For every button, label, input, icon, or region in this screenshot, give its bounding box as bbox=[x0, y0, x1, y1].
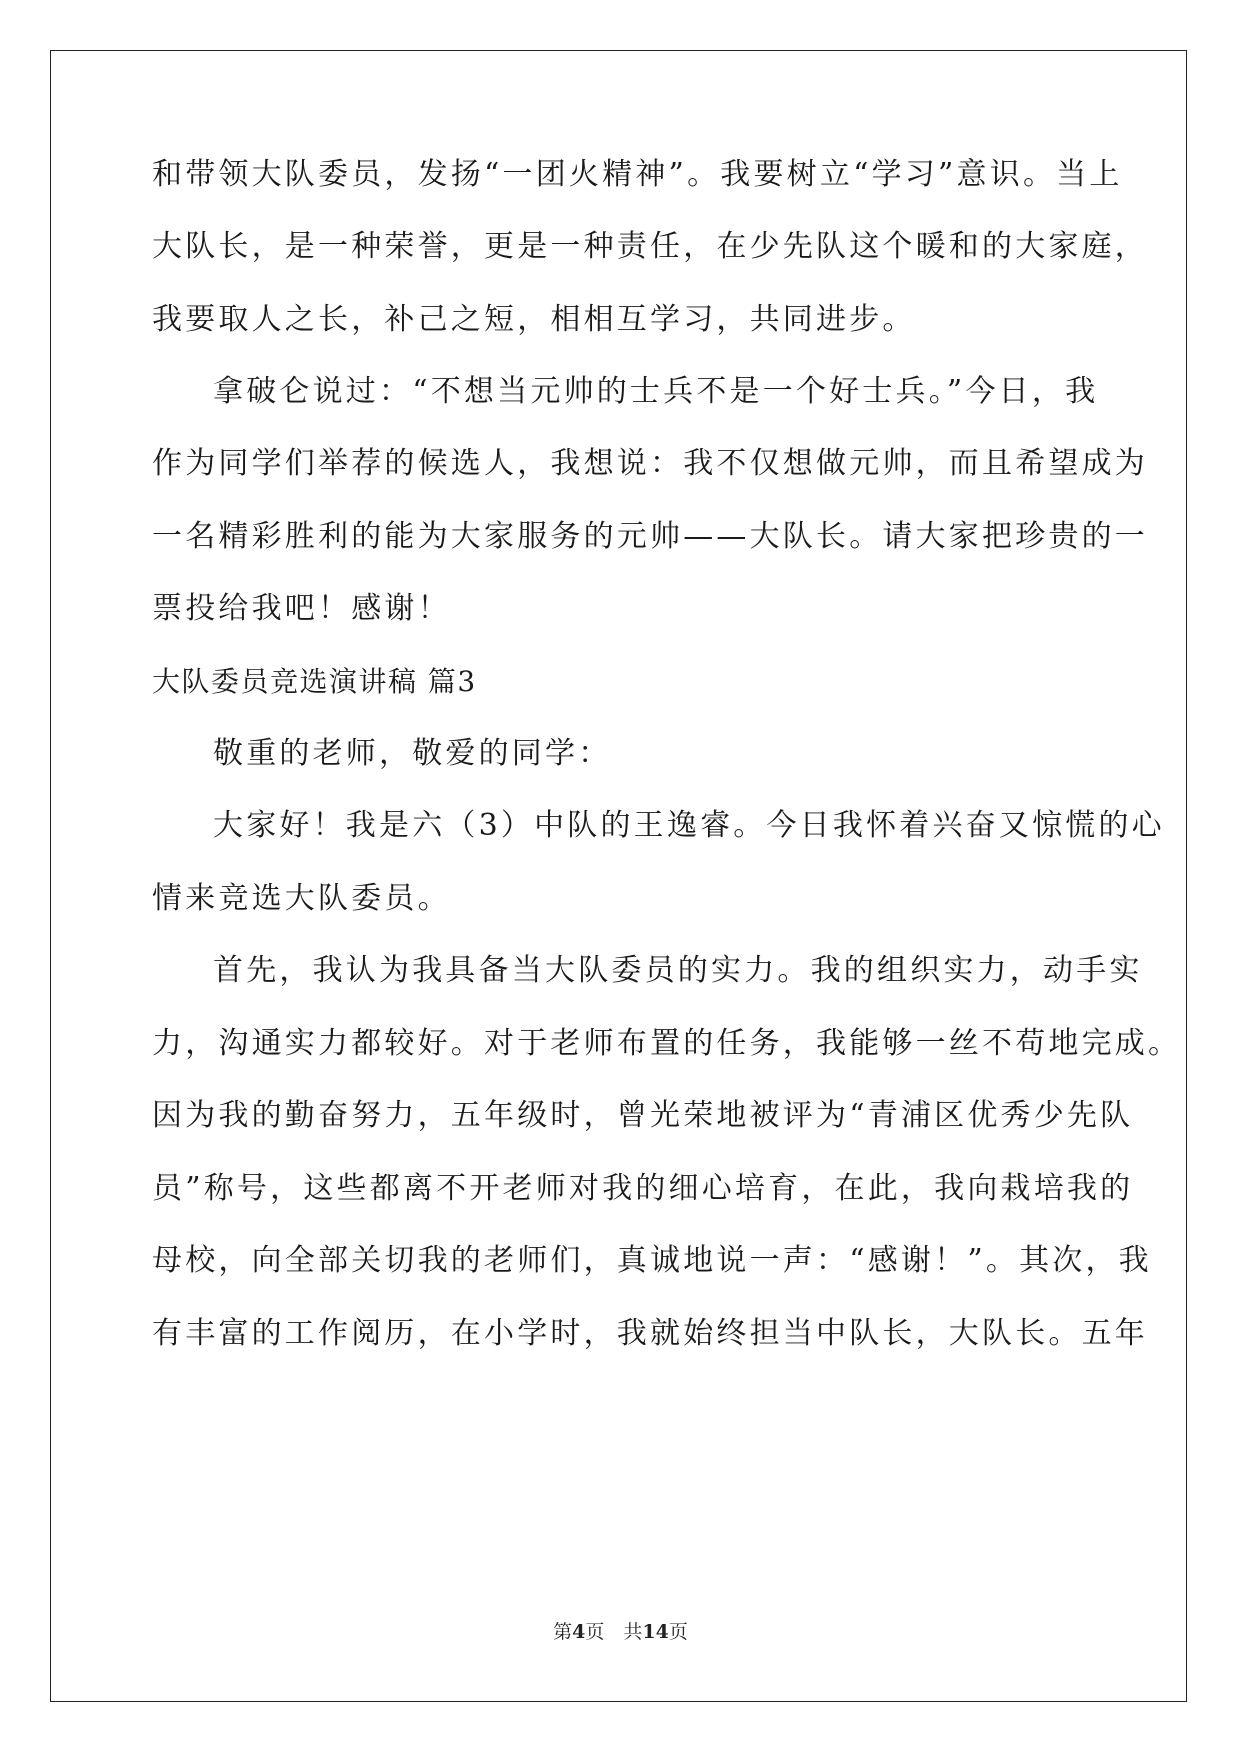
paragraph-line: 敬重的老师，敬爱的同学： bbox=[213, 736, 612, 771]
paragraph-line: 票投给我吧！感谢！ bbox=[152, 591, 451, 626]
page-footer bbox=[0, 1620, 1241, 1644]
paragraph-line: 力，沟通实力都较好。对于老师布置的任务，我能够一丝不苟地完成。 bbox=[152, 1026, 1182, 1061]
paragraph-line: 母校，向全部关切我的老师们，真诚地说一声：“感谢！”。其次，我 bbox=[152, 1243, 1152, 1278]
section-heading: 大队委员竞选演讲稿 篇3 bbox=[152, 665, 477, 698]
paragraph-line: 大家好！我是六（3）中队的王逸睿。今日我怀着兴奋又惊慌的心 bbox=[213, 808, 1165, 843]
total-pages-number: 14 bbox=[642, 1621, 669, 1643]
current-page-number: 4 bbox=[572, 1621, 586, 1643]
paragraph-line: 有丰富的工作阅历，在小学时，我就始终担当中队长，大队长。五年 bbox=[152, 1316, 1148, 1351]
footer-suffix: 页 bbox=[668, 1621, 688, 1643]
paragraph-line: 作为同学们举荐的候选人，我想说：我不仅想做元帅，而且希望成为 bbox=[152, 446, 1148, 481]
footer-prefix: 第 bbox=[553, 1621, 573, 1643]
paragraph-line: 因为我的勤奋努力，五年级时，曾光荣地被评为“青浦区优秀少先队 bbox=[152, 1098, 1134, 1133]
paragraph-line: 大队长，是一种荣誉，更是一种责任，在少先队这个暖和的大家庭， bbox=[152, 229, 1148, 264]
paragraph-line: 首先，我认为我具备当大队委员的实力。我的组织实力，动手实 bbox=[213, 953, 1143, 988]
paragraph-line: 员”称号，这些都离不开老师对我的细心培育，在此，我向栽培我的 bbox=[152, 1171, 1134, 1206]
paragraph-line: 一名精彩胜利的能为大家服务的元帅——大队长。请大家把珍贵的一 bbox=[152, 519, 1148, 554]
paragraph-line: 情来竞选大队委员。 bbox=[152, 881, 451, 916]
paragraph-line: 拿破仑说过：“不想当元帅的士兵不是一个好士兵。”今日，我 bbox=[213, 374, 1099, 409]
footer-mid: 页 共 bbox=[585, 1621, 643, 1643]
paragraph-line: 和带领大队委员，发扬“一团火精神”。我要树立“学习”意识。当上 bbox=[152, 157, 1123, 192]
page-border bbox=[50, 50, 1187, 1702]
paragraph-line: 我要取人之长，补己之短，相相互学习，共同进步。 bbox=[152, 302, 916, 337]
